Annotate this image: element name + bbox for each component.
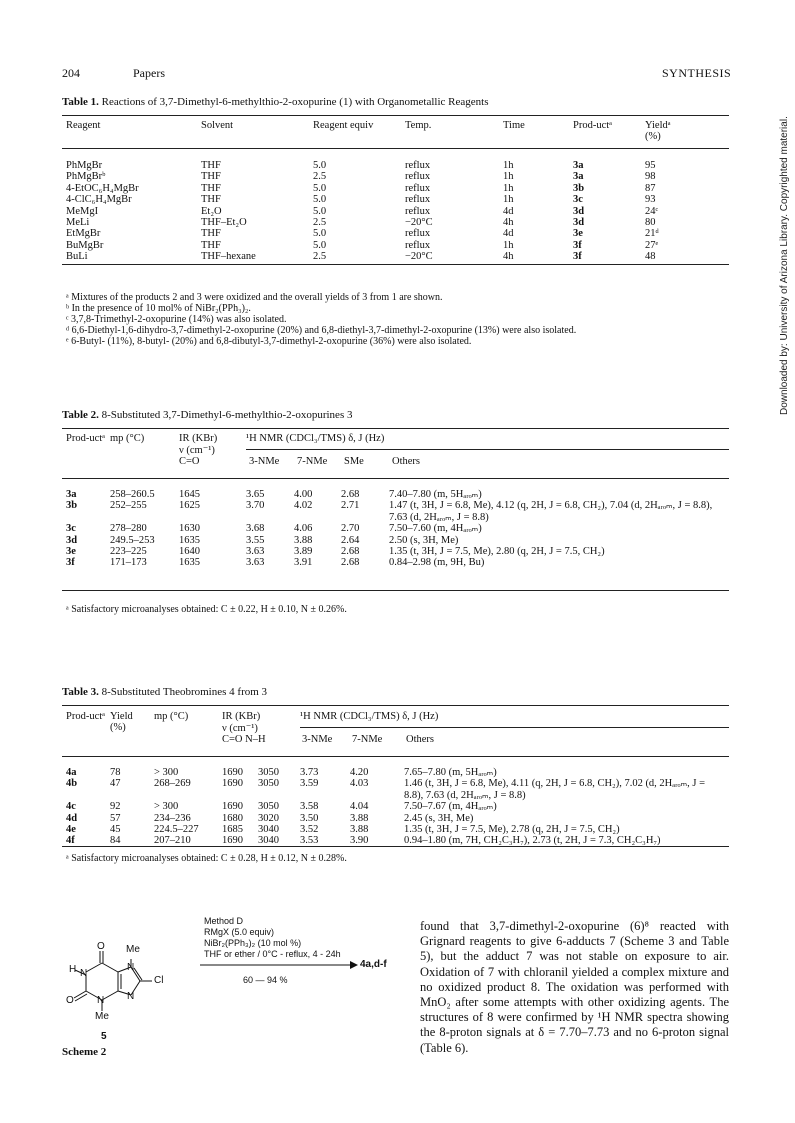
t3-cell: 3050 [258,801,279,813]
table-row [66,500,726,523]
t3-cell: 3.88 [350,812,369,824]
section-name: Papers [133,66,165,80]
t1-cell: THF [201,182,221,194]
table-row [66,489,726,500]
t2-cell: 1.47 (t, 3H, J = 6.8, Me), 4.12 (q, 2H, J = 6.8, CH₂), 7.04 (d, 2Hₐᵣₒₘ, J = 8.8), 7.63 (d, 2Hₐᵣₒₘ, J = 8.8) [389,500,713,523]
table1-footnote-d: ᵈ 6,6-Diethyl-1,6-dihydro-3,7-dimethyl-2-oxopurine (20%) and 6,8-diethyl-3,7-dimethyl-2-oxopurine (13%) were also isolated. [66,325,577,336]
t1-cell: 3c [573,194,583,206]
table-row [66,171,685,182]
t3-h-mp: mp (°C) [154,711,189,722]
t3-h-yield: Yield (%) [110,711,133,734]
t2-cell: 3b [66,500,78,512]
t1-cell: MeLi [66,217,90,229]
t2-h-ir3: C=O [179,456,200,467]
t3-cell: 4.04 [350,801,369,813]
scheme-label: Scheme 2 [62,1046,107,1058]
journal-name: SYNTHESIS [662,66,732,80]
t1-cell: 3d [573,205,585,217]
t1-h-equiv: Reagent equiv [313,120,374,131]
t1-cell: 3a [573,171,584,183]
t1-cell: reflux [405,239,431,251]
t3-cell: 0.94–1.80 (m, 7H, CH₂C₃H₇), 2.73 (t, 2H, J = 7.3, CH₂C₃H₇) [404,835,661,847]
body-paragraph: found that 3,7-dimethyl-2-oxopurine (6)⁸ reacted with Grignard reagents to give 6-adducts 7 (Scheme 3 and Table 5), but the adduct 7 was not stable on exposure to air. Oxidation of 7 with chloranil yielded a complex mixture and no oxidized product 8. The oxidation was performed with MnO₂ after some attempts with other oxidizing agents. The structures of 8 were confirmed by ¹H NMR spectra showing the 8-proton signals at δ = 7.70–7.73 and no 6-proton signal (Table 6). [420,919,729,1055]
t2-cell: 3.63 [246,546,265,558]
scheme-method: Method D [204,916,244,926]
t2-cell: 2.68 [341,546,360,558]
t1-h-solvent: Solvent [201,120,234,131]
t1-cell: MeMgI [66,205,99,217]
t1-cell: THF [201,194,221,206]
t2-cell: 3a [66,489,77,500]
t1-cell: 4h [503,217,514,229]
table-row [66,251,685,262]
scheme-cond-3: THF or ether / 0°C - reflux, 4 - 24h [204,949,341,959]
t3-cell: 47 [110,778,121,790]
t1-cell: 4h [503,251,514,263]
t1-cell: 3d [573,217,585,229]
t3-cell: 84 [110,835,121,847]
t1-cell: 1h [503,239,514,251]
t3-cell: 1690 [222,767,243,778]
table3-top-rule [62,705,729,706]
t3-cell: 4.20 [350,767,369,778]
atom-me3: Me [95,1011,109,1022]
table-row [66,240,685,251]
page-number: 204 [62,66,80,80]
t1-cell: 4d [503,228,514,240]
atom-me7: Me [126,944,140,955]
t1-h-yield: Yieldᵃ (%) [645,120,671,143]
t2-cell: 1630 [179,523,200,535]
t2-h-mp: mp (°C) [110,433,145,444]
t1-cell: 4-EtOC₆H₄MgBr [66,182,139,194]
atom-o2: O [66,995,74,1006]
t2-cell: 2.71 [341,500,360,512]
t3-cell: 1.35 (t, 3H, J = 7.5, Me), 2.78 (q, 2H, J = 7.5, CH₂) [404,824,620,836]
t1-cell: 2.5 [313,217,327,229]
table3-header-rule [62,756,729,757]
table3-footnote: ᵃ Satisfactory microanalyses obtained: C ± 0.28, H ± 0.12, N ± 0.28%. [66,853,347,864]
t3-cell: 92 [110,801,121,813]
t3-cell: 3.58 [300,801,319,813]
scheme-product: 4a,d-f [360,959,387,970]
table2-bottom-rule [62,590,729,591]
table1-bottom-rule [62,264,729,265]
t3-cell: 224.5–227 [154,824,199,836]
t1-cell: −20°C [405,251,433,263]
t2-cell: 1.35 (t, 3H, J = 7.5, Me), 2.80 (q, 2H, J = 7.5, CH₂) [389,546,605,558]
t1-cell: reflux [405,182,431,194]
t1-cell: 24ᶜ [645,205,659,217]
scheme-cond-2: NiBr₂(PPh₃)₂ (10 mol %) [204,938,302,948]
table2-top-rule [62,428,729,429]
t1-cell: EtMgBr [66,228,101,240]
scheme-cond-1: RMgX (5.0 equiv) [204,927,275,937]
t2-h-3nme: 3-NMe [249,456,280,467]
t3-h-7nme: 7-NMe [352,734,383,745]
t2-cell: 223–225 [110,546,147,558]
table1-caption-label: Table 1. [62,96,99,108]
t2-cell: 3.68 [246,523,265,535]
table1-header-rule [62,148,729,149]
t1-cell: Et₂O [201,205,222,217]
t1-cell: 5.0 [313,182,327,194]
t1-cell: PhMgBr [66,160,103,171]
t1-cell: THF [201,228,221,240]
t3-h-ir1: IR (KBr) [222,711,261,722]
t1-cell: 80 [645,217,656,229]
t1-cell: THF [201,160,221,171]
t2-cell: 4.00 [294,489,313,500]
table1-header [66,120,685,143]
t3-h-ir3: C=O N–H [222,734,266,745]
table1-body [66,160,685,263]
t2-cell: 2.64 [341,534,360,546]
t2-cell: 0.84–2.98 (m, 9H, Bu) [389,557,485,569]
table-row [66,183,685,194]
table2-footnote: ᵃ Satisfactory microanalyses obtained: C ± 0.22, H ± 0.10, N ± 0.26%. [66,604,347,615]
t1-cell: PhMgBrᵇ [66,171,106,183]
t2-cell: 252–255 [110,500,147,512]
t1-cell: THF–hexane [201,251,256,263]
t1-cell: 3a [573,160,584,171]
t3-cell: 3050 [258,767,279,778]
table-row [66,824,724,835]
table2-caption [62,409,352,421]
t2-cell: 1645 [179,489,200,500]
atom-n3: N [97,995,105,1006]
table-row [66,160,685,171]
t3-cell: 4c [66,801,76,813]
table2-nmr-rule [246,449,729,450]
table1-footnote-c: ᶜ 3,7,8-Trimethyl-2-oxopurine (14%) was also isolated. [66,314,287,325]
t3-cell: 4d [66,812,78,824]
table-row [66,194,685,205]
t3-h-ir2: ν (cm⁻¹) [222,723,258,734]
t2-cell: 2.70 [341,523,360,535]
t3-cell: 78 [110,767,121,778]
t3-cell: 1690 [222,778,243,790]
table-row [66,546,726,557]
t1-cell: 87 [645,182,656,194]
t3-cell: 2.45 (s, 3H, Me) [404,812,474,824]
t3-h-prod: Prod-uctᵃ [66,711,106,722]
atom-cl: Cl [154,975,164,986]
t1-cell: BuLi [66,251,88,263]
t2-cell: 2.68 [341,489,360,500]
table3-body [66,767,724,847]
t1-cell: 5.0 [313,205,327,217]
t3-cell: 3.73 [300,767,319,778]
t2-h-ir2: ν (cm⁻¹) [179,445,215,456]
t3-cell: 3050 [258,778,279,790]
t1-cell: 3f [573,239,582,251]
t3-cell: 1685 [222,824,243,836]
t1-cell: BuMgBr [66,239,104,251]
t1-cell: 2.5 [313,251,327,263]
t1-cell: −20°C [405,217,433,229]
table2-caption-label: Table 2. [62,409,99,421]
t1-cell: 4-ClC₆H₄MgBr [66,194,132,206]
atom-n9: N [127,991,135,1002]
t1-cell: reflux [405,228,431,240]
t2-cell: 1635 [179,534,200,546]
t3-cell: > 300 [154,767,179,778]
table2-header-rule [62,478,729,479]
table-row [66,767,724,778]
t3-cell: 3.50 [300,812,319,824]
t2-cell: 3.89 [294,546,313,558]
t2-cell: 249.5–253 [110,534,155,546]
t3-cell: 1.46 (t, 3H, J = 6.8, Me), 4.11 (q, 2H, J = 6.8, CH₂), 7.02 (d, 2Hₐᵣₒₘ, J = 8.8), 7.63 (d, 2Hₐᵣₒₘ, J = 8.8) [404,778,705,801]
t1-cell: reflux [405,171,431,183]
t3-cell: 234–236 [154,812,191,824]
t2-cell: 3.63 [246,557,265,569]
t2-cell: 3c [66,523,76,535]
t1-cell: 5.0 [313,194,327,206]
t3-cell: 7.50–7.67 (m, 4Hₐᵣₒₘ) [404,801,497,813]
table-row [66,206,685,217]
t3-cell: 4e [66,824,76,836]
t3-cell: 4f [66,835,75,847]
t3-h-3nme: 3-NMe [302,734,333,745]
t3-h-nmr: ¹H NMR (CDCl₃/TMS) δ, J (Hz) [300,711,439,722]
t3-cell: 4.03 [350,778,369,790]
reaction-arrow [200,960,360,970]
t2-cell: 2.50 (s, 3H, Me) [389,534,459,546]
t2-cell: 258–260.5 [110,489,155,500]
t1-cell: THF [201,171,221,183]
download-watermark: Downloaded by: University of Arizona Library. Copyrighted material. [779,116,790,415]
table1-top-rule [62,115,729,116]
t3-cell: 45 [110,824,121,836]
t2-cell: 3d [66,534,78,546]
atom-o1: O [97,941,105,952]
t3-cell: 3020 [258,812,279,824]
t1-h-temp: Temp. [405,120,432,131]
table1-footnote-a: ᵃ Mixtures of the products 2 and 3 were oxidized and the overall yields of 3 from 1 are shown. [66,292,443,303]
t3-cell: 3.90 [350,835,369,847]
t2-cell: 171–173 [110,557,147,569]
t1-h-time: Time [503,120,525,131]
t3-cell: 3.53 [300,835,319,847]
scheme-yield: 60 — 94 % [243,975,288,985]
t1-cell: 21ᵈ [645,228,659,240]
t3-cell: 7.65–7.80 (m, 5Hₐᵣₒₘ) [404,767,497,778]
t2-h-ir1: IR (KBr) [179,433,218,444]
t2-h-others: Others [392,456,420,467]
t1-cell: 27ᵉ [645,239,659,251]
t1-cell: 1h [503,194,514,206]
table2-body [66,489,726,569]
t1-cell: 5.0 [313,228,327,240]
t2-cell: 1625 [179,500,200,512]
table-row [66,523,726,534]
t2-cell: 3.70 [246,500,265,512]
t2-cell: 1640 [179,546,200,558]
t2-h-sme: SMe [344,456,364,467]
t1-cell: 5.0 [313,239,327,251]
table1-footnote-b: ᵇ In the presence of 10 mol% of NiBr₂(PPh₃)₂. [66,303,251,314]
t2-cell: 3.65 [246,489,265,500]
t3-cell: 1690 [222,801,243,813]
t1-cell: 93 [645,194,656,206]
t3-h-others: Others [406,734,434,745]
table-row [66,535,726,546]
t2-cell: 4.06 [294,523,313,535]
t2-cell: 4.02 [294,500,313,512]
t2-cell: 3.55 [246,534,265,546]
table3-nmr-rule [300,727,729,728]
t2-h-nmr: ¹H NMR (CDCl₃/TMS) δ, J (Hz) [246,433,385,444]
table1-caption-text: Reactions of 3,7-Dimethyl-6-methylthio-2-oxopurine (1) with Organometallic Reagents [101,96,489,108]
t1-cell: reflux [405,160,431,171]
t2-cell: 3.88 [294,534,313,546]
t1-cell: THF [201,239,221,251]
t3-cell: 4a [66,767,77,778]
t1-cell: 48 [645,251,656,263]
atom-n1: N [80,968,88,979]
t1-cell: 4d [503,205,514,217]
t3-cell: 3040 [258,835,279,847]
t1-h-reagent: Reagent [66,120,101,131]
t1-cell: 1h [503,160,514,171]
t2-cell: 1635 [179,557,200,569]
table-row [66,813,724,824]
t2-h-prod: Prod-uctᵃ [66,433,106,444]
t1-cell: 3b [573,182,585,194]
table3-caption-label: Table 3. [62,686,99,698]
t3-cell: 3.88 [350,824,369,836]
table3-caption-text: 8-Substituted Theobromines 4 from 3 [101,686,268,698]
t2-cell: 278–280 [110,523,147,535]
t1-h-product: Prod-uctᵃ [573,120,613,131]
t2-cell: 2.68 [341,557,360,569]
t3-cell: 1690 [222,835,243,847]
t3-cell: 1680 [222,812,243,824]
t3-cell: 57 [110,812,121,824]
t3-cell: > 300 [154,801,179,813]
t3-cell: 207–210 [154,835,191,847]
t1-cell: reflux [405,194,431,206]
atom-h: H [69,964,77,975]
t3-cell: 3040 [258,824,279,836]
t2-h-7nme: 7-NMe [297,456,328,467]
t2-cell: 3.91 [294,557,313,569]
table-row [66,228,685,239]
t3-cell: 3.59 [300,778,319,790]
table2-caption-text: 8-Substituted 3,7-Dimethyl-6-methylthio-2-oxopurines 3 [101,409,353,421]
t1-cell: 95 [645,160,656,171]
t1-cell: THF–Et₂O [201,217,247,229]
t2-cell: 7.40–7.80 (m, 5Hₐᵣₒₘ) [389,489,482,500]
table-row [66,778,724,801]
table1-caption [62,96,488,108]
compound-number: 5 [101,1031,107,1042]
t1-cell: 98 [645,171,656,183]
t1-cell: 3e [573,228,583,240]
t1-cell: 2.5 [313,171,327,183]
atom-n7: N [127,962,135,973]
t1-cell: 3f [573,251,582,263]
table-row [66,217,685,228]
table3-bottom-rule [62,846,729,847]
table-row [66,557,726,568]
t1-cell: 1h [503,182,514,194]
t2-cell: 7.50–7.60 (m, 4Hₐᵣₒₘ) [389,523,482,535]
table3-caption [62,686,267,698]
t3-cell: 268–269 [154,778,191,790]
t1-cell: reflux [405,205,431,217]
t2-cell: 3f [66,557,75,569]
t3-cell: 4b [66,778,78,790]
table1-footnote-e: ᵉ 6-Butyl- (11%), 8-butyl- (20%) and 6,8-dibutyl-3,7-dimethyl-2-oxopurine (36%) were also isolated. [66,336,472,347]
t3-cell: 3.52 [300,824,319,836]
t2-cell: 3e [66,546,76,558]
t1-cell: 1h [503,171,514,183]
t1-cell: 5.0 [313,160,327,171]
table-row [66,801,724,812]
